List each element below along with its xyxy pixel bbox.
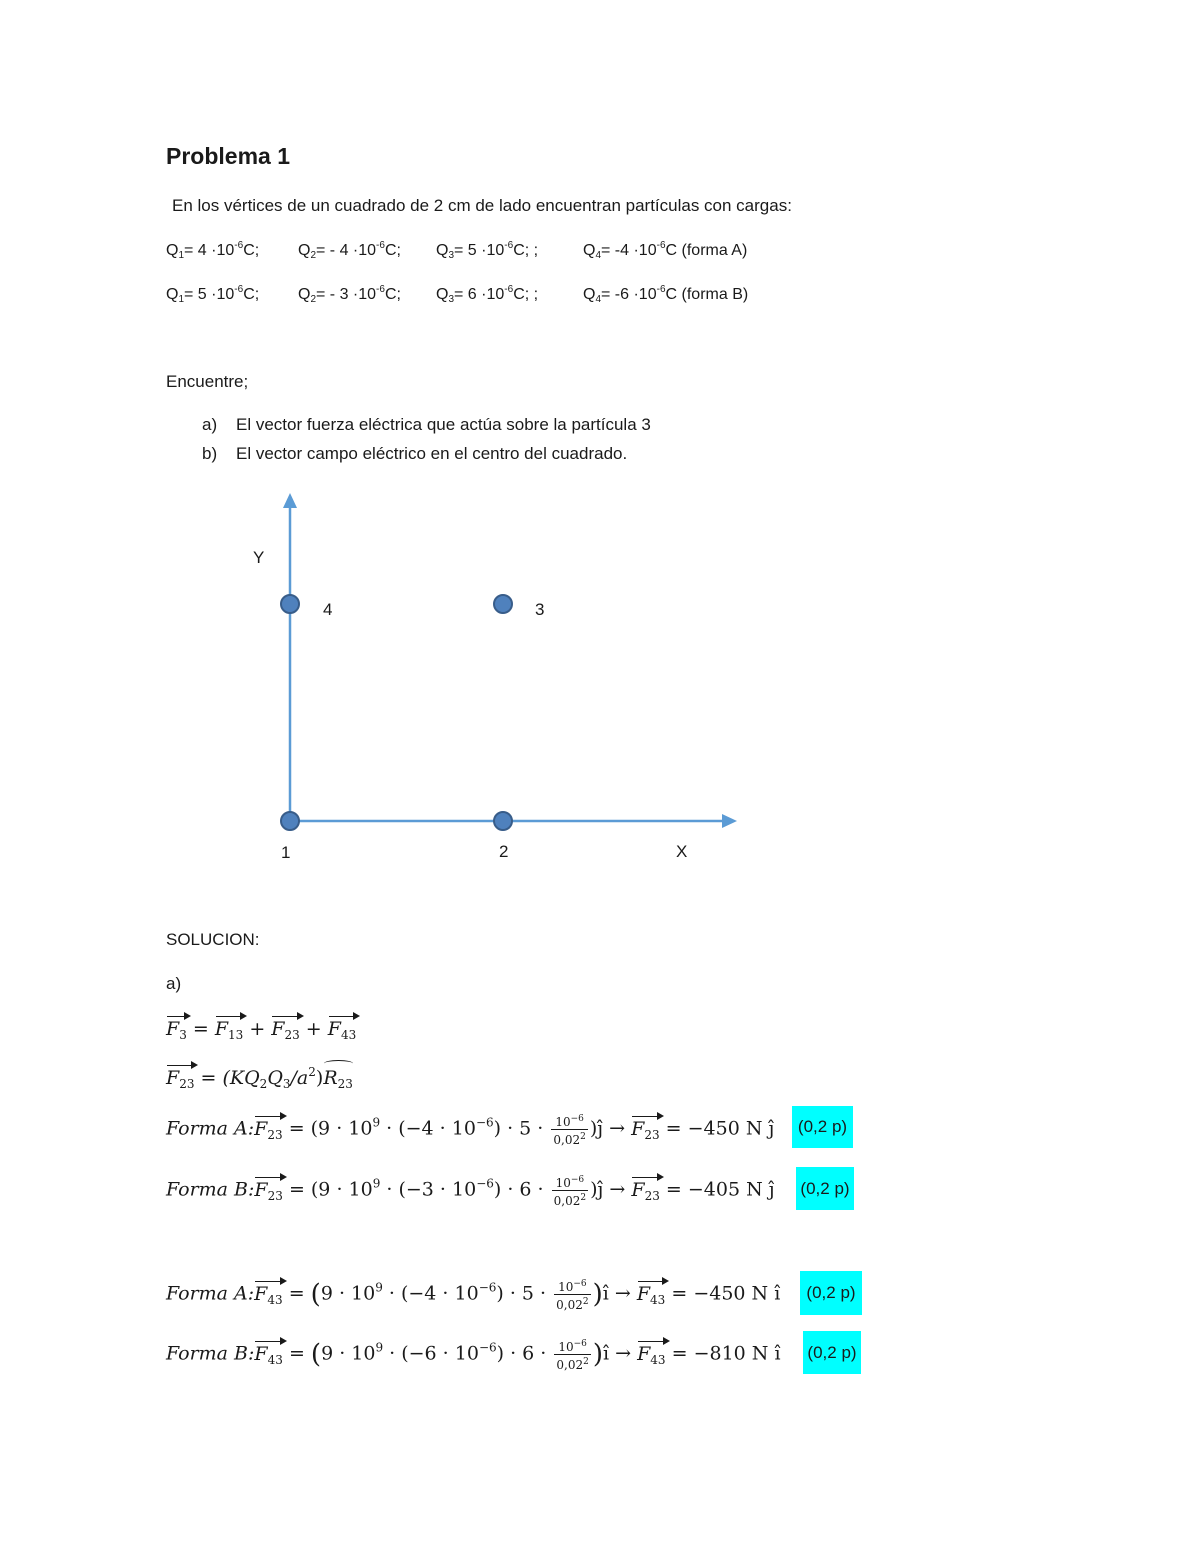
x-axis-label: X bbox=[676, 842, 688, 861]
equation-coulomb: $F_{23} = (KQ_2Q_3/a^2)R_{23}$ bbox=[166, 1065, 353, 1091]
axes bbox=[283, 493, 737, 828]
charge-point-4 bbox=[281, 595, 299, 613]
charge-point-2 bbox=[494, 812, 512, 830]
solution-label: SOLUCION: bbox=[166, 930, 260, 949]
equation-f23-forma-a: Forma $A:F_{23} = (9 \cdot 10^9 \cdot (-4 \cdot 10^{-6}) \cdot 5$ · $\frac{10^{-6}}{0,02^2}$ )ĵ → $F_{23} = -450$ N ĵ bbox=[166, 1114, 775, 1147]
task-a: a) El vector fuerza eléctrica que actúa sobre la partícula 3 bbox=[202, 415, 651, 434]
equation-f43-forma-a: Forma $A:F_{43} = (9 \cdot 10^9 \cdot (-4 \cdot 10^{-6}) \cdot 5$ · $\frac{10^{-6}}{0,02^2}$ )ı̂ → $F_{43} = -450$ N ı̂ bbox=[166, 1279, 781, 1312]
x-axis-arrowhead bbox=[722, 814, 737, 828]
problem-title: Problema 1 bbox=[166, 143, 290, 169]
score-badge-f23-a: (0,2 p) bbox=[792, 1106, 853, 1148]
point-label-1: 1 bbox=[281, 843, 291, 862]
point-label-4: 4 bbox=[323, 600, 333, 619]
y-axis-label: Y bbox=[253, 548, 265, 567]
point-label-3: 3 bbox=[535, 600, 545, 619]
charge-point-1 bbox=[281, 812, 299, 830]
y-axis-arrowhead bbox=[283, 493, 297, 508]
find-label: Encuentre; bbox=[166, 372, 249, 391]
problem-intro: En los vértices de un cuadrado de 2 cm de lado encuentran partículas con cargas: bbox=[172, 196, 792, 215]
equation-force-sum: $F_3 = F_{13} + F_{23} + F_{43}$ bbox=[166, 1014, 356, 1042]
charge-point-3 bbox=[494, 595, 512, 613]
equation-f23-forma-b: Forma $B:F_{23} = (9 \cdot 10^9 \cdot (-3 \cdot 10^{-6}) \cdot 6$ · $\frac{10^{-6}}{0,02^2}$ )ĵ → $F_{23} = -405$ N ĵ bbox=[166, 1175, 775, 1208]
equation-f43-forma-b: Forma $B:F_{43} = (9 \cdot 10^9 \cdot (-6 \cdot 10^{-6}) \cdot 6$ · $\frac{10^{-6}}{0,02^2}$ )ı̂ → $F_{43} = -810$ N ı̂ bbox=[166, 1339, 781, 1372]
point-label-2: 2 bbox=[499, 842, 509, 861]
task-b: b) El vector campo eléctrico en el centro del cuadrado. bbox=[202, 444, 628, 463]
score-badge-f43-a: (0,2 p) bbox=[800, 1271, 862, 1315]
score-badge-f43-b: (0,2 p) bbox=[803, 1331, 861, 1374]
part-a-label: a) bbox=[166, 974, 182, 993]
score-badge-f23-b: (0,2 p) bbox=[796, 1167, 854, 1210]
